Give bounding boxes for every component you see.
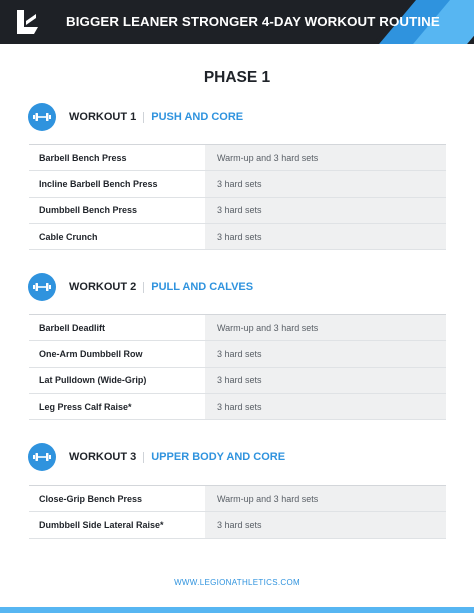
exercise-sets: Warm-up and 3 hard sets <box>205 145 446 170</box>
dumbbell-icon <box>28 103 56 131</box>
table-row <box>29 224 446 250</box>
workout-1-heading <box>28 103 243 131</box>
table-row <box>29 341 446 367</box>
exercise-sets: 3 hard sets <box>205 368 446 393</box>
table-row <box>29 394 446 420</box>
workout-1-table <box>29 144 446 250</box>
exercise-sets: 3 hard sets <box>205 394 446 419</box>
exercise-name: Dumbbell Bench Press <box>29 198 205 223</box>
table-row <box>29 198 446 224</box>
header-bar <box>0 0 474 44</box>
exercise-name: Leg Press Calf Raise* <box>29 394 205 419</box>
table-row <box>29 145 446 171</box>
divider <box>143 452 144 463</box>
workout-label: WORKOUT 3 <box>69 451 137 463</box>
legion-logo-icon <box>14 8 40 36</box>
exercise-sets: 3 hard sets <box>205 171 446 196</box>
workout-3-table <box>29 485 446 539</box>
workout-subtitle: PULL AND CALVES <box>151 281 254 293</box>
divider <box>143 112 144 123</box>
table-row <box>29 486 446 512</box>
exercise-name: Close-Grip Bench Press <box>29 486 205 511</box>
phase-title: PHASE 1 <box>203 69 271 86</box>
exercise-sets: 3 hard sets <box>205 224 446 249</box>
exercise-name: Incline Barbell Bench Press <box>29 171 205 196</box>
workout-3-heading <box>28 443 285 471</box>
table-row <box>29 368 446 394</box>
exercise-sets: 3 hard sets <box>205 198 446 223</box>
exercise-sets: 3 hard sets <box>205 341 446 366</box>
exercise-name: Barbell Bench Press <box>29 145 205 170</box>
workout-subtitle: PUSH AND CORE <box>151 111 244 123</box>
workout-subtitle: UPPER BODY AND CORE <box>151 451 286 463</box>
workout-2-table <box>29 314 446 420</box>
divider <box>143 282 144 293</box>
dumbbell-icon <box>28 443 56 471</box>
workout-label: WORKOUT 2 <box>69 281 137 293</box>
exercise-name: Dumbbell Side Lateral Raise* <box>29 512 205 537</box>
footer-accent-bar <box>0 607 474 613</box>
table-row <box>29 512 446 538</box>
exercise-name: One-Arm Dumbbell Row <box>29 341 205 366</box>
exercise-name: Lat Pulldown (Wide-Grip) <box>29 368 205 393</box>
exercise-name: Barbell Deadlift <box>29 315 205 340</box>
workout-2-heading <box>28 273 253 301</box>
workout-label: WORKOUT 1 <box>69 111 137 123</box>
exercise-sets: Warm-up and 3 hard sets <box>205 486 446 511</box>
exercise-sets: Warm-up and 3 hard sets <box>205 315 446 340</box>
footer-website-link[interactable]: WWW.LEGIONATHLETICS.COM <box>174 578 300 587</box>
exercise-name: Cable Crunch <box>29 224 205 249</box>
page-title: BIGGER LEANER STRONGER 4-DAY WORKOUT ROUTINE <box>66 14 440 29</box>
table-row <box>29 171 446 197</box>
dumbbell-icon <box>28 273 56 301</box>
table-row <box>29 315 446 341</box>
exercise-sets: 3 hard sets <box>205 512 446 537</box>
